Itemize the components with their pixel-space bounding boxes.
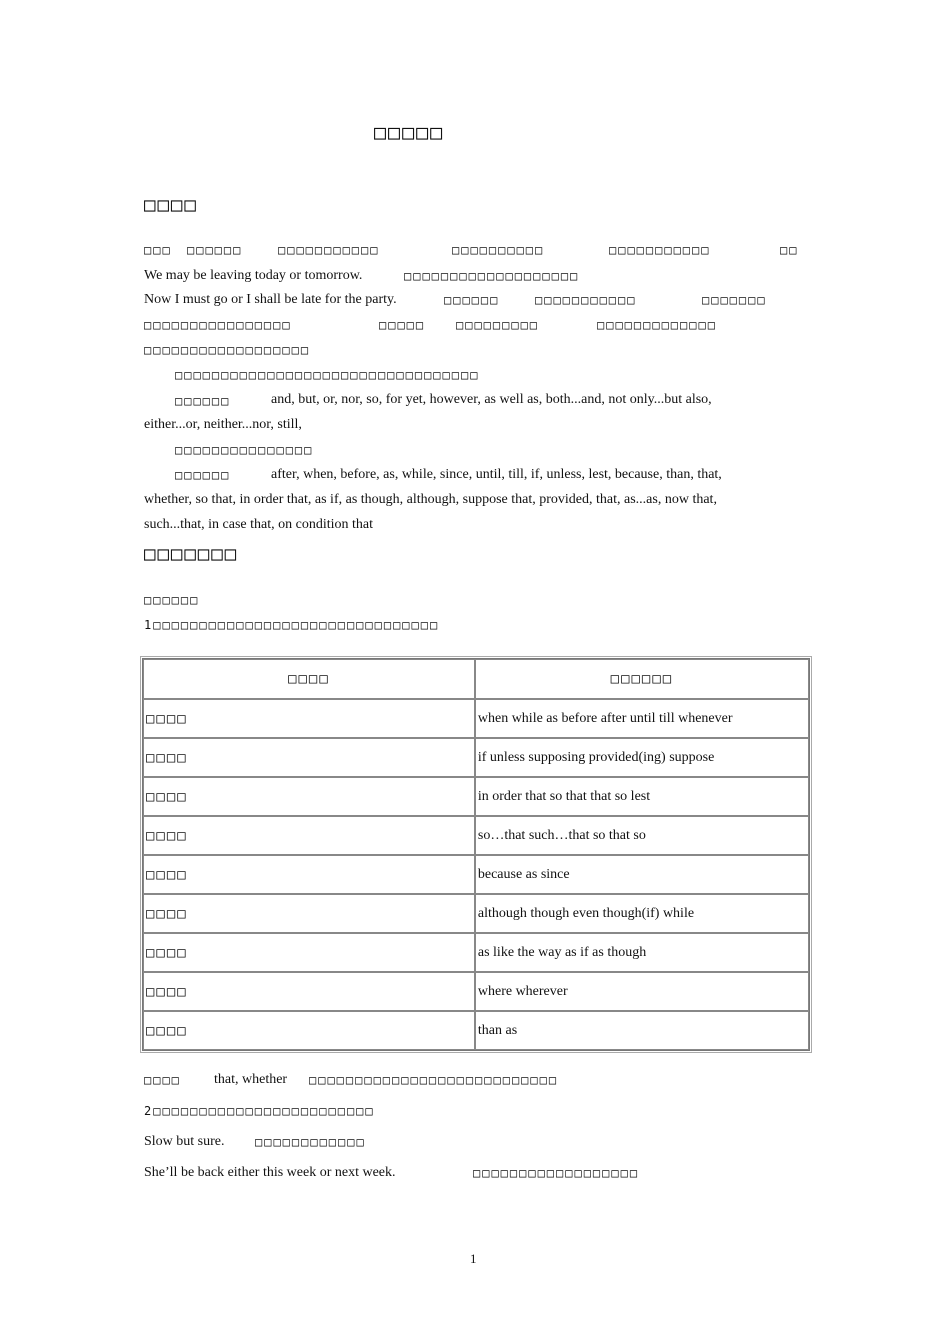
example-english: Now I must go or I shall be late for the party. — [144, 292, 397, 307]
explanation-line: □□□□□□□□□□□□□□□□□□ — [144, 343, 311, 357]
subordinating-label: □□□□□□ — [175, 468, 231, 482]
table-cell-type: □□□□ — [143, 1011, 475, 1050]
table-row — [143, 816, 809, 855]
numbered-item-2: 2□□□□□□□□□□□□□□□□□□□□□□□□ — [144, 1104, 375, 1118]
conjunction-classification-line: □□□□□□□□□□□□□□□□□□□□□□□□□□□□□□□□□ — [175, 368, 480, 382]
note-text: □□□□□□□□□□□□□□□□□□□□□□□□□□□ — [309, 1073, 559, 1087]
text-segment: □□□□□ — [379, 318, 426, 332]
table-header-row — [143, 659, 809, 699]
text-segment: □□□□□□□□□□□□□ — [597, 318, 717, 332]
table-cell-words: if unless supposing provided(ing) suppose — [475, 738, 809, 777]
table-cell-type: □□□□ — [143, 933, 475, 972]
table-cell-type: □□□□ — [143, 699, 475, 738]
example-english: We may be leaving today or tomorrow. — [144, 268, 363, 283]
table-row — [143, 933, 809, 972]
text-segment: □□□□□□□ — [702, 293, 767, 307]
text-segment: □□ — [780, 243, 799, 257]
table-cell-words: as like the way as if as though — [475, 933, 809, 972]
coordinating-list: either...or, neither...nor, still, — [144, 417, 302, 432]
table-cell-type: □□□□ — [143, 894, 475, 933]
example-translation: □□□□□□□□□□□□ — [255, 1135, 366, 1149]
note-words: that, whether — [214, 1072, 288, 1087]
sub-heading: □□□□□□ — [144, 593, 200, 607]
text-segment: □□□□□□□□□□ — [452, 243, 545, 257]
subordinating-list: such...that, in case that, on condition that — [144, 517, 374, 532]
example-english: She’ll be back either this week or next week. — [144, 1165, 396, 1180]
page-number: 1 — [470, 1251, 477, 1266]
coordinating-label: □□□□□□ — [175, 394, 231, 408]
subordinating-list: whether, so that, in order that, as if, as though, although, suppose that, provided, that, as...as, now that, — [144, 492, 717, 507]
example-english: Slow but sure. — [144, 1134, 225, 1149]
table-row — [143, 972, 809, 1011]
table-row — [143, 777, 809, 816]
example-translation: □□□□□□ — [444, 293, 500, 307]
table-row — [143, 699, 809, 738]
table-cell-words: although though even though(if) while — [475, 894, 809, 933]
section-heading-1: □□□□ — [144, 194, 198, 216]
table-cell-type: □□□□ — [143, 777, 475, 816]
example-translation: □□□□□□□□□□□□□□□□□□□ — [404, 269, 580, 283]
table-row — [143, 855, 809, 894]
table-row — [143, 1011, 809, 1050]
coordinating-list: and, but, or, nor, so, for yet, however, as well as, both...and, not only...but also, — [271, 392, 712, 407]
text-segment: □□□ — [144, 243, 172, 257]
table-cell-words: because as since — [475, 855, 809, 894]
text-segment: □□□□□□□□□ — [456, 318, 540, 332]
table-header-cell: □□□□□□ — [475, 659, 809, 699]
table-cell-type: □□□□ — [143, 855, 475, 894]
table-header-cell: □□□□ — [143, 659, 475, 699]
subordinating-list: after, when, before, as, while, since, until, till, if, unless, lest, because, than, that, — [271, 467, 722, 482]
table-row — [143, 738, 809, 777]
text-segment: □□□□□□□□□□□□□□□□ — [144, 318, 292, 332]
table-cell-type: □□□□ — [143, 738, 475, 777]
document-title: □□□□□ — [374, 120, 445, 144]
text-segment: □□□□□□□□□□□ — [278, 243, 380, 257]
text-segment: □□□□□□ — [187, 243, 243, 257]
example-translation: □□□□□□□□□□□□□□□□□□ — [473, 1166, 640, 1180]
table-cell-words: when while as before after until till whenever — [475, 699, 809, 738]
text-segment: □□□□□□□□□□□ — [535, 293, 637, 307]
numbered-item-1: 1□□□□□□□□□□□□□□□□□□□□□□□□□□□□□□□ — [144, 618, 440, 632]
section-heading-2: □□□□□□□ — [144, 543, 239, 565]
table-cell-words: where wherever — [475, 972, 809, 1011]
table-cell-type: □□□□ — [143, 816, 475, 855]
table-cell-words: in order that so that that so lest — [475, 777, 809, 816]
table-cell-words: than as — [475, 1011, 809, 1050]
subordinating-intro: □□□□□□□□□□□□□□□ — [175, 443, 314, 457]
table-row — [143, 894, 809, 933]
note-label: □□□□ — [144, 1073, 181, 1087]
text-segment: □□□□□□□□□□□ — [609, 243, 711, 257]
conjunction-table — [142, 658, 810, 1051]
table-cell-words: so…that such…that so that so — [475, 816, 809, 855]
table-cell-type: □□□□ — [143, 972, 475, 1011]
